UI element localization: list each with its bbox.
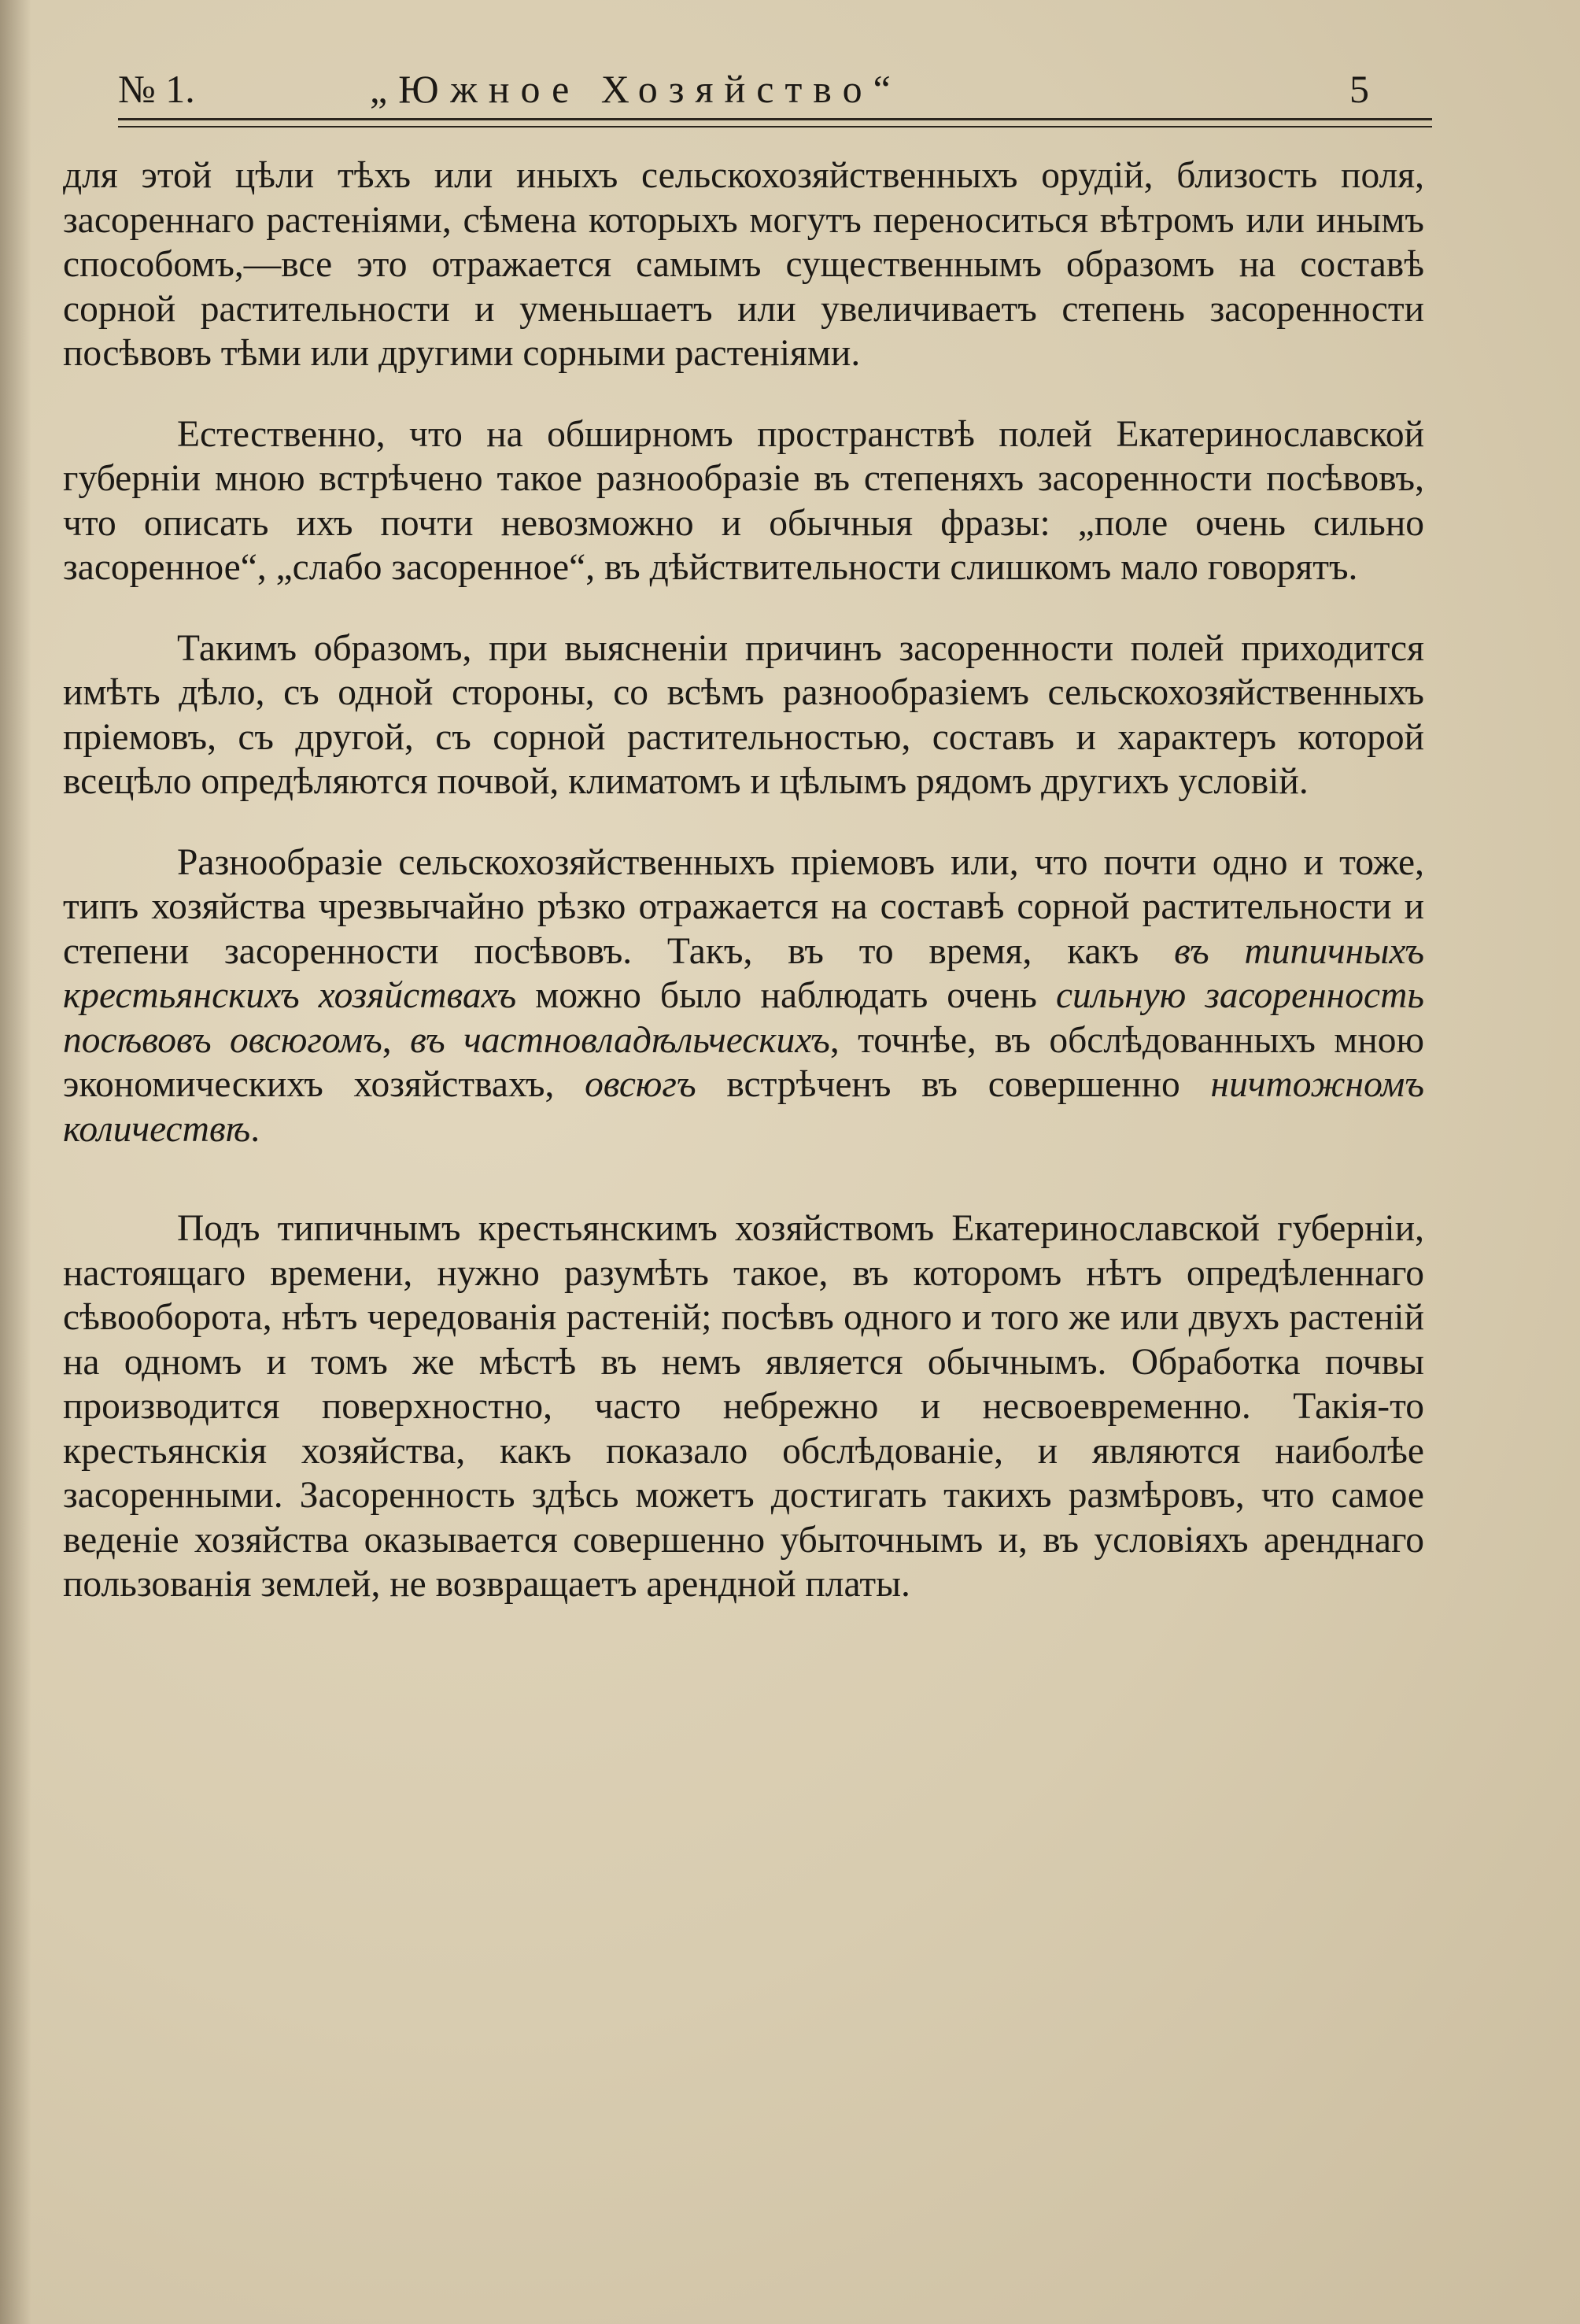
italic-phrase: сильную засоренность посѣвовъ овсюгомъ <box>63 975 1424 1061</box>
header-rule-thin <box>118 126 1432 127</box>
page-number: 5 <box>1349 67 1369 111</box>
paragraph <box>63 841 1424 1152</box>
paragraph <box>63 153 1424 376</box>
issue-number: № 1. <box>118 67 195 111</box>
italic-phrase: овсюгъ <box>585 1064 696 1105</box>
text-run: , точнѣе, въ обслѣдованныхъ мною экономическихъ хозяйствахъ, <box>63 1019 1424 1105</box>
paragraph <box>63 412 1424 590</box>
paragraph <box>63 626 1424 804</box>
text-run: Подъ типичнымъ крестьянскимъ хозяйствомъ Екатеринославской губерніи, настоящаго времени, нужно разумѣть такое, въ которомъ нѣтъ опредѣленнаго сѣвооборота, нѣтъ чередованія растеній; посѣвъ одного и того же или двухъ растеній на одномъ и томъ же мѣстѣ въ немъ является обычнымъ. Обработка почвы производится поверхностно, часто небрежно и несвоевременно. Такія-то крестьянскія хозяйства, какъ показало обслѣдованіе, и являются наиболѣе засоренными. Засоренность здѣсь можетъ достигать такихъ размѣровъ, что самое веденіе хозяйства оказывается совершенно убыточнымъ и, въ условіяхъ аренднаго пользованія землей, не возвращаетъ арендной платы. <box>63 1208 1424 1605</box>
journal-title: „Южное Хозяйство“ <box>370 67 902 111</box>
body-text <box>63 153 1424 1643</box>
text-run: Такимъ образомъ, при выясненіи причинъ засоренности полей приходится имѣть дѣло, съ одной стороны, со всѣмъ разнообразіемъ сельскохозяйственныхъ пріемовъ, съ другой, съ сорной растительностью, составъ и характеръ которой всецѣло опредѣляются почвой, климатомъ и цѣлымъ рядомъ другихъ условій. <box>63 627 1424 802</box>
text-run: , <box>382 1019 411 1061</box>
text-run: для этой цѣли тѣхъ или иныхъ сельскохозяйственныхъ орудій, близость поля, засореннаго растеніями, сѣмена которыхъ могутъ переноситься вѣтромъ или инымъ способомъ,—все это отражается самымъ существеннымъ образомъ на составѣ сорной растительности и уменьшаетъ или увеличиваетъ степень засоренности посѣвовъ тѣми или другими сорными растеніями. <box>63 155 1424 374</box>
text-run: Разнообразіе сельскохозяйственныхъ пріемовъ или, что почти одно и тоже, типъ хозяйства чрезвычайно рѣзко отражается на составѣ сорной растительности и степени засоренности посѣвовъ. Такъ, въ то время, какъ <box>63 841 1424 972</box>
paragraph <box>63 1206 1424 1607</box>
italic-phrase: въ типичныхъ крестьянскихъ хозяйствахъ <box>63 930 1424 1016</box>
text-run: можно было наблюдать очень <box>516 975 1056 1016</box>
page-edge-shadow <box>0 0 31 2324</box>
italic-phrase: ничтожномъ количествѣ <box>63 1064 1425 1150</box>
text-run: встрѣченъ въ совершенно <box>696 1064 1211 1105</box>
text-run: . <box>250 1108 260 1150</box>
italic-phrase: въ частновладѣльческихъ <box>410 1019 830 1061</box>
text-run: Естественно, что на обширномъ пространствѣ полей Екатеринославской губерніи мною встрѣчено такое разнообразіе въ степеняхъ засоренности посѣвовъ, что описать ихъ почти невозможно и обычныя фразы: „поле очень сильно засоренное“, „слабо засоренное“, въ дѣйствительности слишкомъ мало говорятъ. <box>63 413 1424 588</box>
header-rule-thick <box>118 118 1432 120</box>
running-header <box>118 61 1432 116</box>
